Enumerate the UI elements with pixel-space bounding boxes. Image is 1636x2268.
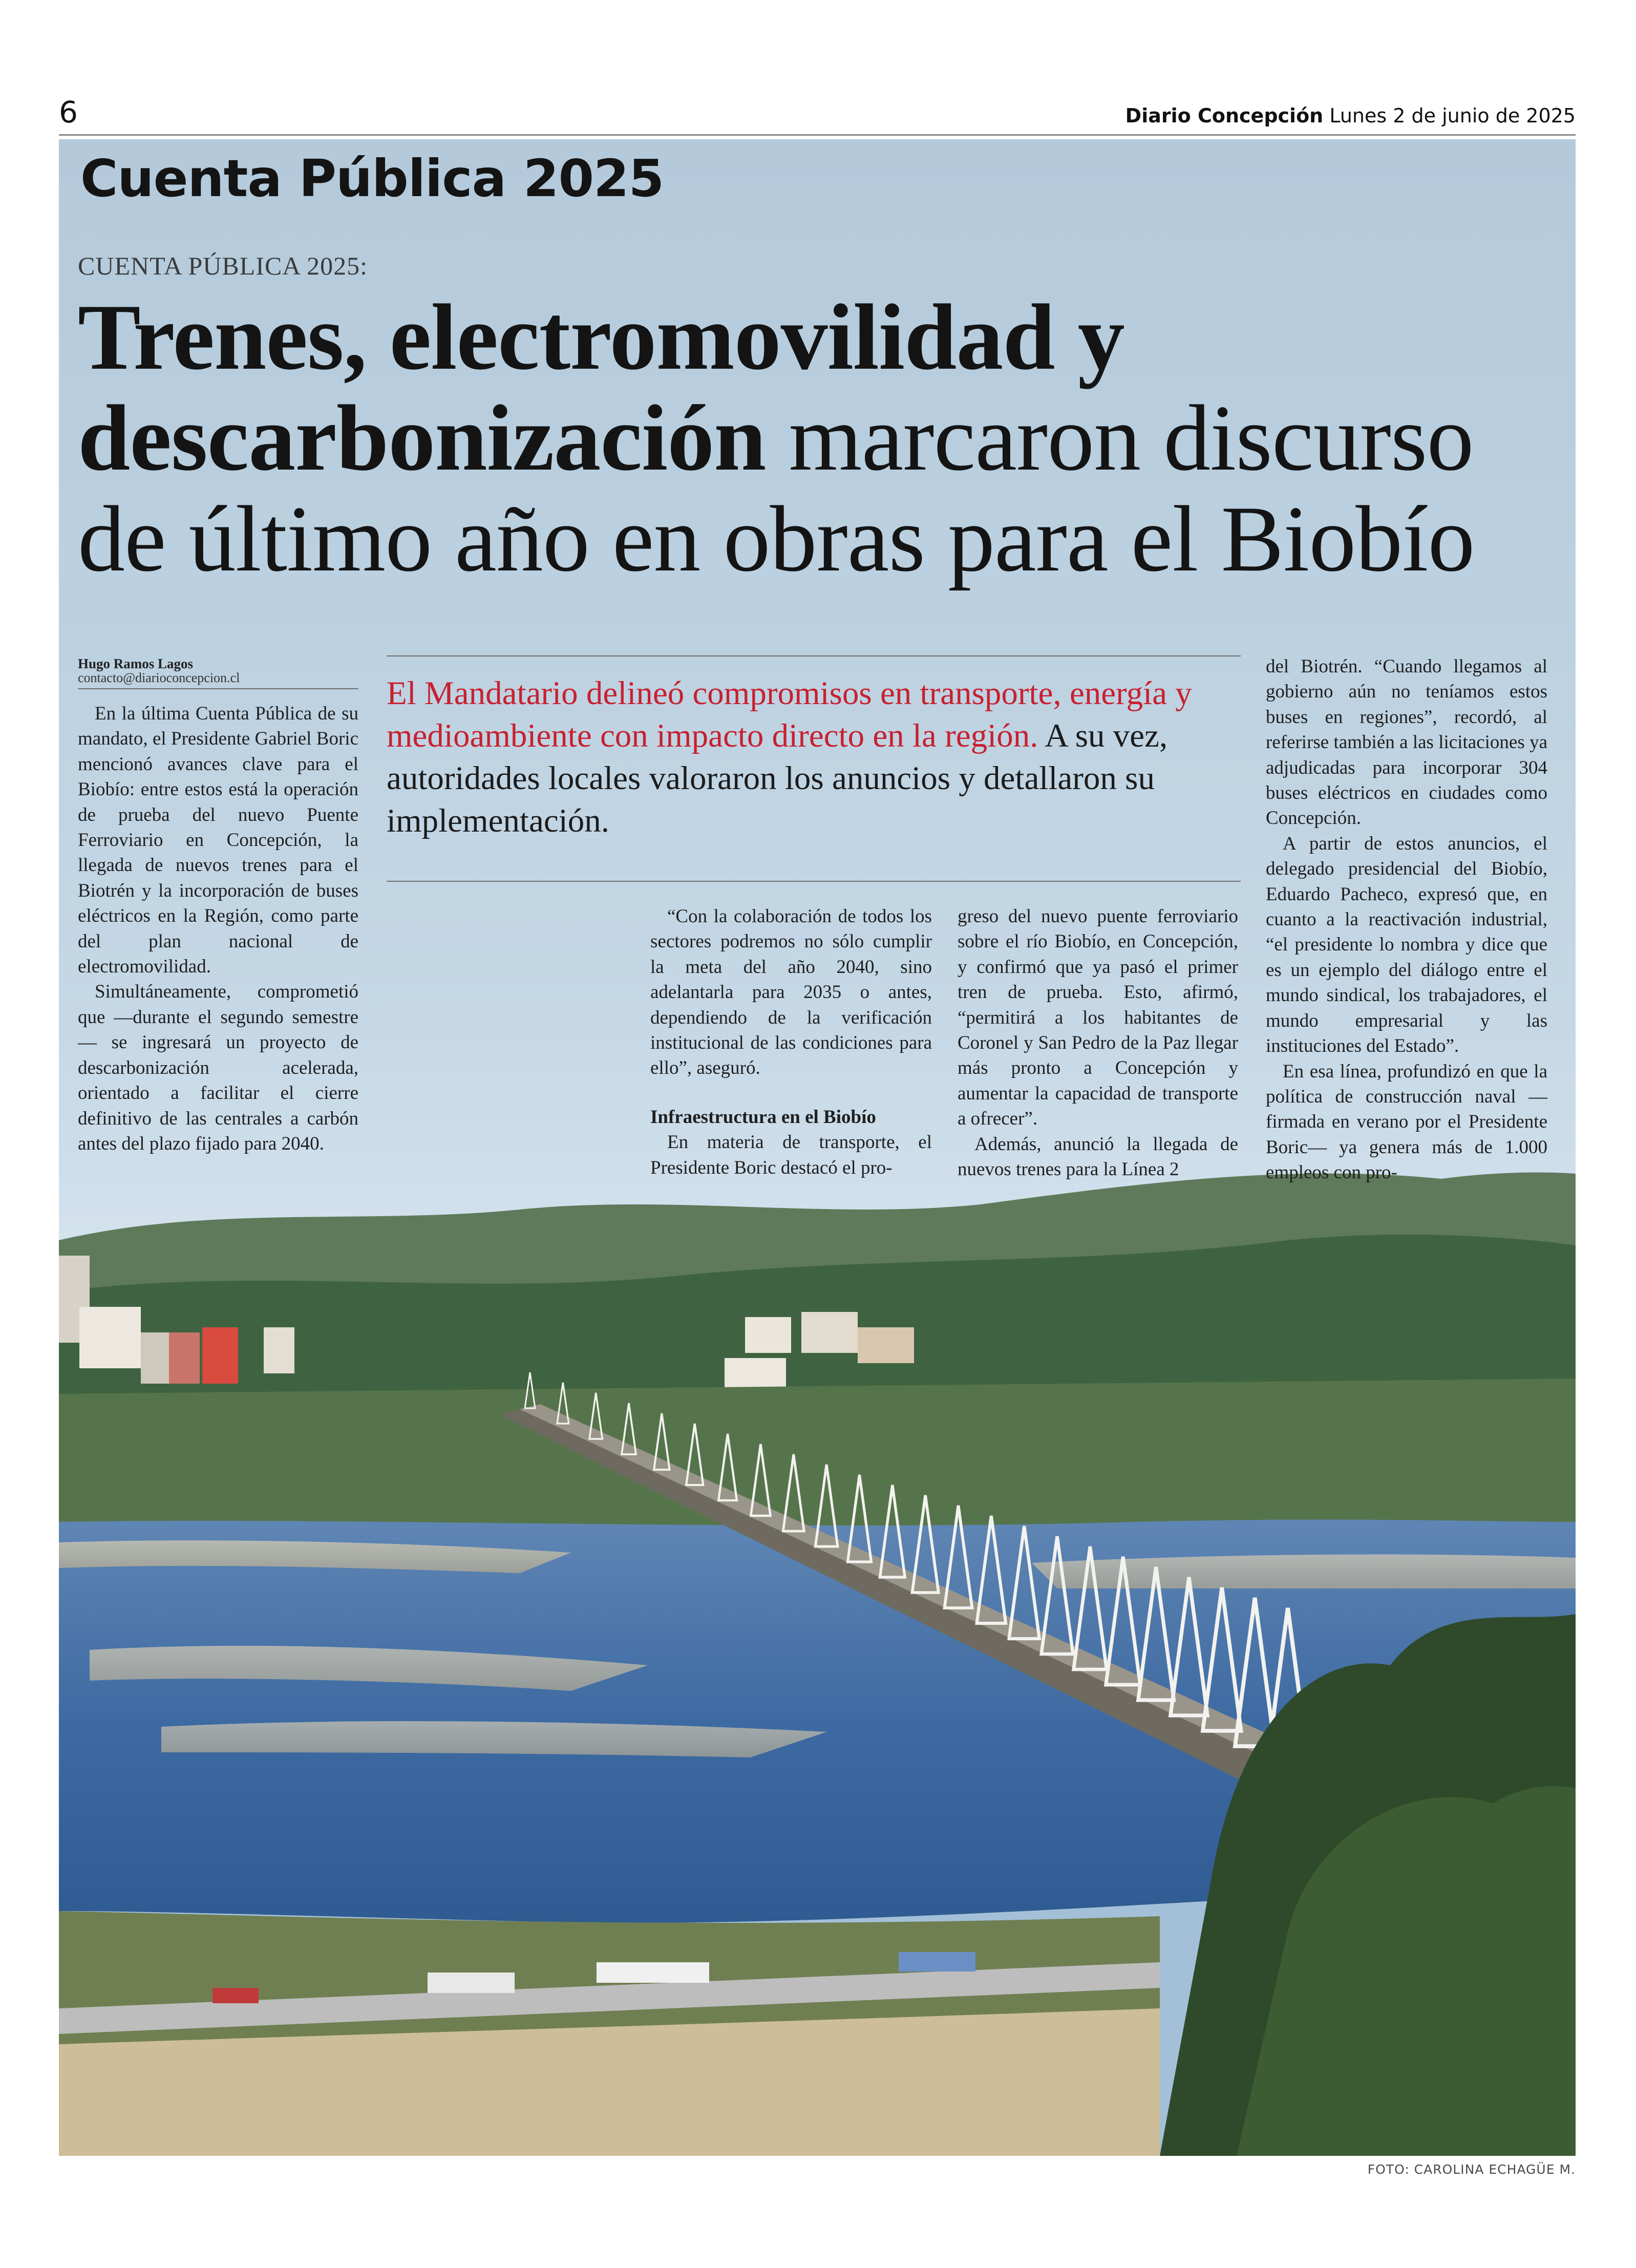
paragraph: En materia de transporte, el Presidente Boric destacó el pro- <box>650 1132 932 1178</box>
article-kicker: CUENTA PÚBLICA 2025: <box>78 251 368 280</box>
paragraph: del Biotrén. “Cuando llegamos al gobierno aún no teníamos estos buses en regiones”, recordó, al referirse también a las licitaciones ya adjudicadas para incorporar 304 buses eléctricos en ciudades como Concepción. <box>1266 656 1547 829</box>
byline-email: contacto@diarioconcepcion.cl <box>78 670 240 685</box>
lead-paragraph <box>387 672 1241 842</box>
lead-text: A su vez, autoridades locales valoraron los anuncios y detallaron su implementación. <box>387 717 1168 839</box>
paragraph: A partir de estos anuncios, el delegado presidencial del Biobío, Eduardo Pacheco, expresó que, en cuanto a la reactivación industrial, “el presidente lo nombra y dice que es un ejemplo del diálogo entre el mundo sindical, los trabajadores, el mundo empresarial y las instituciones del Estado”. <box>1266 833 1547 1057</box>
byline-rule <box>78 688 358 689</box>
paragraph: Simultáneamente, comprometió que —durante el segundo semestre— se ingresará un proyecto de descarbonización acelerada, orientado a facilitar el cierre definitivo de las centrales a carbón antes del plazo fijado para 2040. <box>78 981 358 1154</box>
paragraph: En esa línea, profundizó en que la política de construcción naval —firmada en verano por el Presidente Boric— ya genera más de 1.000 empleos con pro- <box>1266 1061 1547 1183</box>
paragraph: Además, anunció la llegada de nuevos trenes para la Línea 2 <box>958 1133 1238 1180</box>
photo-credit: FOTO: CAROLINA ECHAGÜE M. <box>1367 2162 1576 2177</box>
lead-rule-top <box>387 655 1241 656</box>
masthead <box>1125 106 1576 125</box>
section-title: Cuenta Pública 2025 <box>80 149 664 208</box>
publication-date: Lunes 2 de junio de 2025 <box>1329 104 1576 127</box>
headline-regular: marcaron discurso de último año en obras para el Biobío <box>78 386 1475 591</box>
article-column-4 <box>1266 654 1547 1185</box>
lead-highlight: El Mandatario delineó compromisos en transporte, energía y medioambiente con impacto directo en la región. <box>387 675 1192 754</box>
paragraph: greso del nuevo puente ferroviario sobre el río Biobío, en Concepción, y confirmó que ya pasó el primer tren de prueba. Esto, afirmó, “permitirá a los habitantes de Coronel y San Pedro de la Paz llegar más pronto a Concepción y aumentar la capacidad de transporte a ofrecer”. <box>958 906 1238 1130</box>
paragraph: En la última Cuenta Pública de su mandato, el Presidente Gabriel Boric mencionó avances clave para el Biobío: entre estos está la operación de prueba del nuevo Puente Ferroviario en Concepción, la llegada de nuevos trenes para el Biotrén y la incorporación de buses eléctricos en la Región, como parte del plan nacional de electromovilidad. <box>78 703 358 978</box>
article-column-1 <box>78 701 358 1156</box>
subheading: Infraestructura en el Biobío <box>650 1106 876 1128</box>
headline-bold: Trenes, electromovilidad y descarbonización <box>78 285 1124 490</box>
newspaper-name: Diario Concepción <box>1125 104 1324 127</box>
headline <box>78 287 1563 589</box>
article-column-2 <box>650 904 932 1180</box>
byline-name: Hugo Ramos Lagos <box>78 656 194 671</box>
page-number: 6 <box>59 95 78 130</box>
lead-rule-bottom <box>387 881 1241 882</box>
article-column-3 <box>958 904 1238 1182</box>
paragraph: “Con la colaboración de todos los sectores podremos no sólo cumplir la meta del año 2040, sino adelantarla para 2035 o antes, dependiendo de la verificación institucional de las condiciones para ello”, aseguró. <box>650 906 932 1079</box>
header-rule <box>59 134 1576 136</box>
